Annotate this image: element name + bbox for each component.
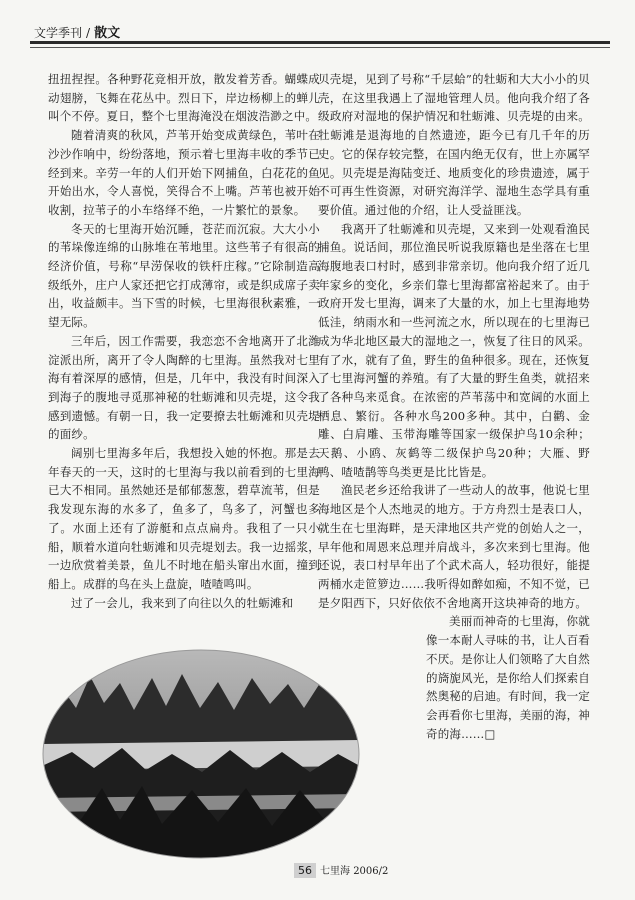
page-number: 56 (294, 863, 316, 878)
header-rule (30, 41, 610, 44)
paragraph: 阔别七里海多年后，我想投入她的怀抱。那是去年春天的一天，这时的七里海与我以前看到的七里海已大不相同。虽然她还是郁郁葱葱，碧草流苇，但是我发现东海的水多了，鱼多了，鸟多了，河蟹也多了。水面上还有了游艇和点点扁舟。我租了一只小船，顺着水道向牡蛎滩和贝壳堤划去。我一边摇浆，一边欣赏着美景，鱼儿不时地在船头窜出水面，撞到船上。成群的鸟在头上盘旋，喳喳鸣叫。 (48, 446, 320, 591)
footer-issue: 2006/2 (353, 866, 389, 877)
footer-publication: 七里海 (320, 866, 350, 877)
header-separator: / (86, 26, 91, 40)
paragraph: 随着清爽的秋风，芦苇开始变成黄绿色，苇叶在沙沙作响中，纷纷落地，预示着七里海丰收的季节已经到来。辛劳一年的人们开始下网捕鱼，白花花的鱼开始出水，令人喜悦，笑得合不上嘴。芦苇也被开始收割，拉苇子的小车络绎不绝，一片繁忙的景象。 (48, 128, 320, 217)
paragraph: 扭扭捏捏。各种野花竞相开放，散发着芳香。蝴蝶成动翅膀，飞舞在花丛中。烈日下，岸边杨柳上的蝉儿叫个不停。夏日，整个七里海淹没在烟波浩渺之中。 (48, 72, 320, 124)
paragraph: 美丽而神奇的七里海，你就像一本耐人寻味的书，让人百看不厌。是你让人们领略了大自然的旖旎风光，是你给人们探索自然奥秘的启迪。有时间，我一定会再看你七里海，美丽的海，神奇的海……□ (426, 614, 590, 741)
paragraph: 过了一会儿，我来到了向往以久的牡蛎滩和 (71, 595, 294, 610)
wetland-photo (42, 648, 360, 860)
paragraph: 我离开了牡蛎滩和贝壳堤，又来到一处观看渔民捕鱼。说话间，那位渔民听说我原籍也是坐落在七里海腹地表口村时，感到非常亲切。他向我介绍了近几年家乡的变化，乡亲们靠七里海都富裕起来了。由于政府开发七里海，调来了大量的水，加上七里海地势低洼，纳雨水和一些河流之水，所以现在的七里海已成为华北地区最大的湿地之一，恢复了往日的风采。有了水，就有了鱼，野生的鱼种很多。现在，还恢复了七里海河蟹的养殖。有了大量的野生鱼类，就招来了各种鸟来觅食。在浓密的芦苇荡中和宽阔的水面上栖息、繁衍。各种水鸟200多种。其中，白鹳、金雕、白肩雕、玉带海雕等国家一级保护鸟10余种；天鹅、小鸥、灰鹤等二级保护鸟20种；大雁、野鸭、喳喳鹊等鸟类更是比比皆是。 (318, 221, 590, 479)
paragraph: 三年后，因工作需要，我恋恋不舍地离开了北潍淀派出所，离开了令人陶醉的七里海。虽然我对七里海有着深厚的感情，但是，几年中，我没有时间深入到海子的腹地寻觅那神秘的牡蛎滩和贝壳堤，这令我感到遗憾。有朝一日，我一定要撩去牡蛎滩和贝壳堤的面纱。 (48, 333, 320, 442)
magazine-name: 文学季刊 (34, 26, 83, 40)
right-text-column (318, 70, 590, 743)
paragraph: 渔民老乡还给我讲了一些动人的故事，他说七里海地区是个人杰地灵的地方。于方舟烈士是表口人，就生在七里海畔，是天津地区共产党的创始人之一，早年他和周恩来总理并肩战斗，多次来到七里海。他还说，表口村早年出了个武术高人，轻功很好，能提两桶水走笸箩边……我听得如醉如痴，不知不觉，已是夕阳西下，只好依依不舍地离开这块神奇的地方。 (318, 483, 590, 610)
page-header (20, 16, 620, 56)
left-text-column (48, 70, 320, 612)
header-rule-thin (30, 47, 610, 48)
section-name: 散文 (94, 26, 121, 41)
paragraph: 冬天的七里海开始沉睡，苍茫而沉寂。大大小小的苇垛像连绵的山脉堆在苇地里。这些苇子有很高的经济价值，号称“早涝保收的铁杆庄稼。”它除制造高级纸外，庄户人家还把它打成薄帘，或是织成席子卖出，收益颇丰。当下雪的时候，七里海很秋素雅，一望无际。 (48, 221, 320, 330)
paragraph: 贝壳堤，见到了号称“千层蛤”的牡蛎和大大小小的贝壳，在这里我遇上了湿地管理人员。他向我介绍了各级政府对湿地的保护情况和牡蛎滩、贝壳堤的由来。牡蛎滩是退海地的自然遗迹，距今已有几千年的历史。它的保存较完整，在国内绝无仅有，世上亦属罕见。贝壳堤是海陆变迁、地质变化的珍贵遗迹，属于不可再生性资源，对研究海洋学、湿地生态学具有重要价值。通过他的介绍，让人受益匪浅。 (318, 72, 590, 217)
page-footer (294, 862, 388, 878)
header-title (34, 22, 120, 41)
